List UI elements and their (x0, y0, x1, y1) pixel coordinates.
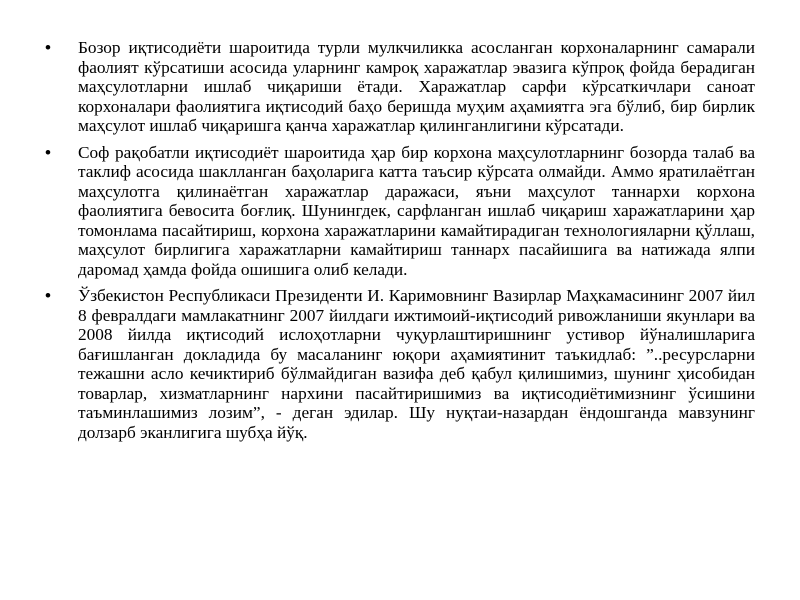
bullet-list (45, 38, 755, 449)
list-item (45, 38, 755, 136)
bullet-icon: • (45, 286, 51, 305)
paragraph-text: Бозор иқтисодиёти шароитида турли мулкчиликка асосланган корхоналарнинг самарали фаолият кўрсатиши асосида уларнинг камроқ харажатлар эвазига кўпроқ фойда берадиган маҳсулотларни ишлаб чиқариши ётади. Харажатлар сарфи кўрсаткичлари саноат корхоналари фаолиятига иқтисодий баҳо беришда муҳим аҳамиятга эга бўлиб, бир бирлик маҳсулот ишлаб чиқаришга қанча харажатлар қилинганлигини кўрсатади. (78, 38, 755, 135)
paragraph-text: Соф рақобатли иқтисодиёт шароитида ҳар бир корхона маҳсулотларнинг бозорда талаб ва таклиф асосида шаклланган баҳоларига катта таъсир кўрсата олмайди. Аммо яратилаётган маҳсулотга қилинаётган харажатлар даражаси, яъни маҳсулот таннархи корхона фаолиятига бевосита боғлиқ. Шунингдек, сарфланган ишлаб чиқариш харажатларини ҳар томонлама пасайтириш, корхона харажатларини камайтирадиган технологияларни қўллаш, маҳсулот бирлигига харажатларни камайтириш таннарх пасайишига ва натижада ялпи даромад ҳамда фойда ошишига олиб келади. (78, 142, 755, 279)
bullet-icon: • (45, 142, 51, 162)
list-item (45, 143, 755, 280)
list-item (45, 286, 755, 442)
bullet-icon: • (45, 38, 51, 57)
paragraph-text: Ўзбекистон Республикаси Президенти И. Каримовнинг Вазирлар Маҳкамасининг 2007 йил 8 февралдаги мамлакатнинг 2007 йилдаги ижтимоий-иқтисодий ривожланиши якунлари ва 2008 йилда иқтисодий ислоҳотларни чуқурлаштиришнинг устивор йўналишларига бағишланган докладида бу масаланинг юқори аҳамиятинит таъкидлаб: ”..ресурсларни тежашни асло кечиктириб бўлмайдиган вазифа деб қабул қилишимиз, шунинг ҳисобидан товарлар, хизматларнинг нархини пасайтиришимиз ва иқтисодиётимизнинг ўсишини таъминлашимиз лозим”, - деган эдилар. Шу нуқтаи-назардан ёндошганда мавзунинг долзарб эканлигига шубҳа йўқ. (78, 286, 755, 442)
